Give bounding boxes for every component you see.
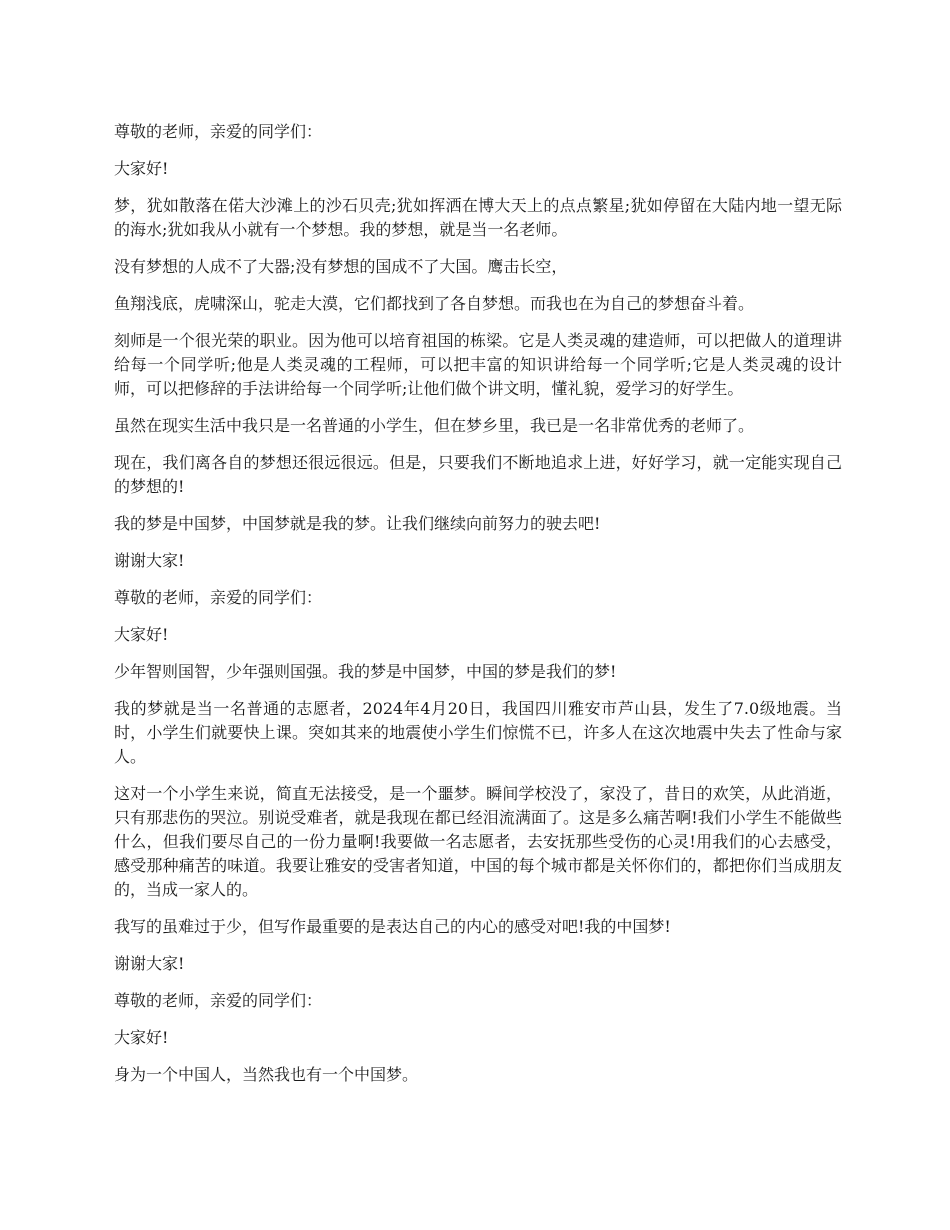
paragraph-15: 这对一个小学生来说，简直无法接受，是一个噩梦。瞬间学校没了，家没了，昔日的欢笑，从此消逝，只有那悲伤的哭泣。别说受难者，就是我现在都已经泪流满面了。这是多么痛苦啊!我们小学生不能做些什么，但我们要尽自己的一份力量啊!我要做一名志愿者，去安抚那些受伤的心灵!用我们的心去感受，感受那种痛苦的味道。我要让雅安的受害者知道，中国的每个城市都是关怀你们的，都把你们当成朋友的，当成一家人的。 [114,784,842,899]
paragraph-1: 尊敬的老师，亲爱的同学们： [114,122,323,141]
document-body [114,120,842,1100]
paragraph-17: 谢谢大家! [114,954,185,973]
paragraph-12: 大家好! [114,625,169,644]
paragraph-13: 少年智则国智，少年强则国强。我的梦是中国梦，中国的梦是我们的梦! [114,662,617,681]
paragraph-5: 鱼翔浅底，虎啸深山，驼走大漠，它们都找到了各自梦想。而我也在为自己的梦想奋斗着。 [114,294,755,313]
paragraph-18: 尊敬的老师，亲爱的同学们： [114,991,323,1010]
paragraph-19: 大家好! [114,1028,169,1047]
paragraph-8: 现在，我们离各自的梦想还很远很远。但是，只要我们不断地追求上进，好好学习，就一定能实现自己的梦想的! [114,453,842,496]
paragraph-11: 尊敬的老师，亲爱的同学们： [114,588,323,607]
paragraph-4: 没有梦想的人成不了大器;没有梦想的国成不了大国。鹰击长空， [114,257,568,276]
paragraph-3: 梦，犹如散落在偌大沙滩上的沙石贝壳;犹如挥洒在博大天上的点点繁星;犹如停留在大陆内地一望无际的海水;犹如我从小就有一个梦想。我的梦想，就是当一名老师。 [114,196,842,239]
paragraph-14: 我的梦就是当一名普通的志愿者，2024年4月20日，我国四川雅安市芦山县，发生了7.0级地震。当时，小学生们就要快上课。突如其来的地震使小学生们惊慌不已，许多人在这次地震中失去了性命与家人。 [114,699,842,766]
paragraph-16: 我写的虽难过于少，但写作最重要的是表达自己的内心的感受对吧!我的中国梦! [114,917,671,936]
paragraph-6: 刻师是一个很光荣的职业。因为他可以培育祖国的栋梁。它是人类灵魂的建造师，可以把做人的道理讲给每一个同学听;他是人类灵魂的工程师，可以把丰富的知识讲给每一个同学听;它是人类灵魂的设计师，可以把修辞的手法讲给每一个同学听;让他们做个讲文明，懂礼貌，爱学习的好学生。 [114,331,842,398]
paragraph-10: 谢谢大家! [114,551,185,570]
paragraph-9: 我的梦是中国梦，中国梦就是我的梦。让我们继续向前努力的驶去吧! [114,514,601,533]
paragraph-2: 大家好! [114,159,169,178]
paragraph-20: 身为一个中国人，当然我也有一个中国梦。 [114,1065,419,1084]
paragraph-7: 虽然在现实生活中我只是一名普通的小学生，但在梦乡里，我已是一名非常优秀的老师了。 [114,416,755,435]
